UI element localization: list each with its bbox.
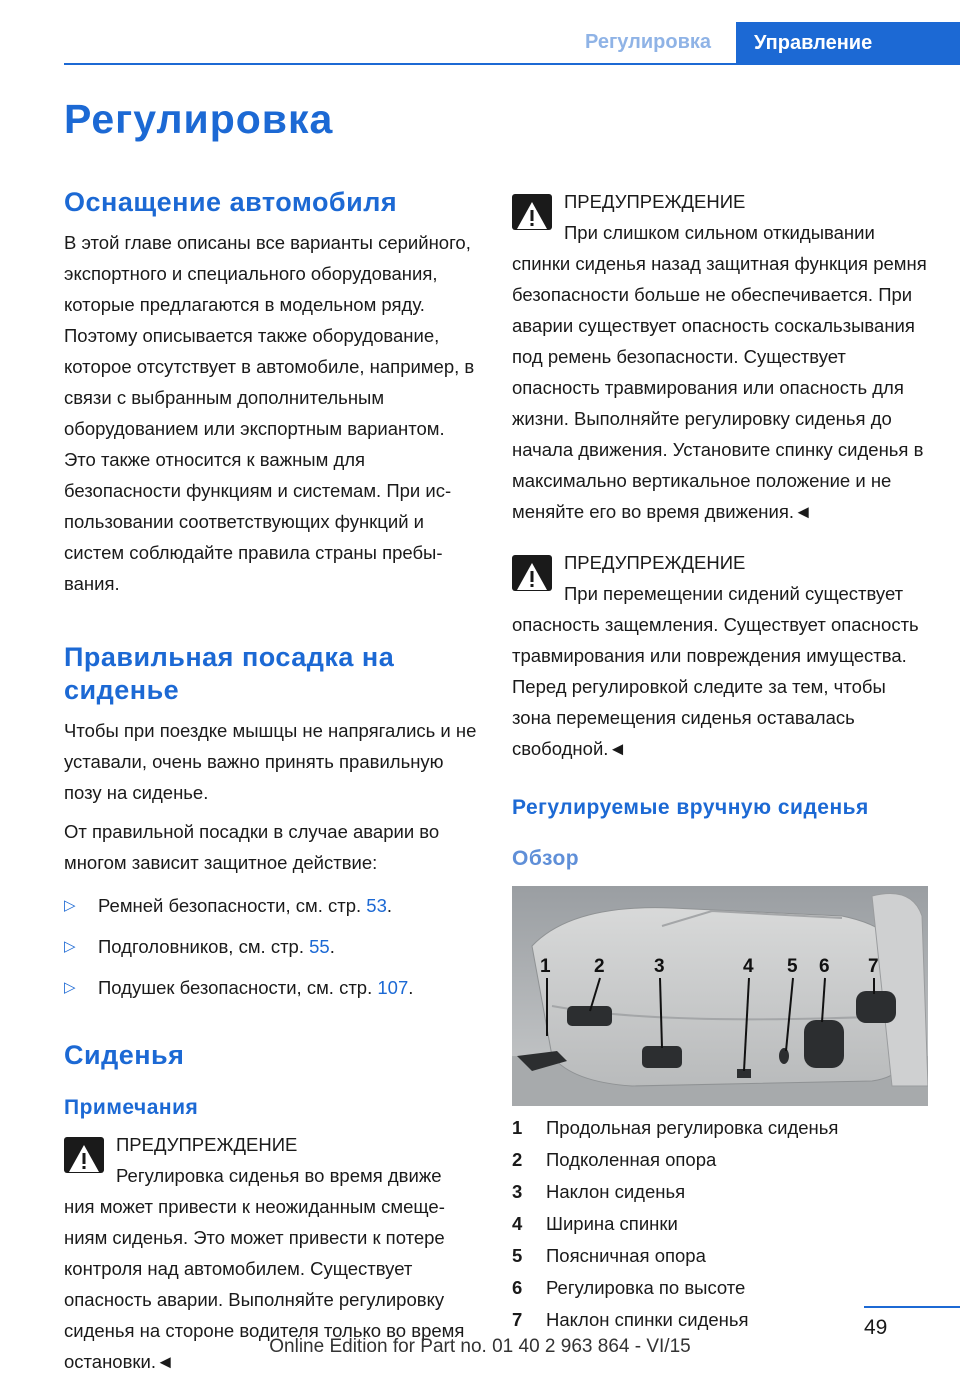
- seats-heading: Сиденья: [64, 1040, 185, 1070]
- posture-text-1: Чтобы при поездке мышцы не напрягались и не уставали, очень важно принять правильную позу на сиденье.: [64, 720, 477, 803]
- list-item: ▷ Подушек безопасности, см. стр. 107.: [64, 972, 480, 1003]
- page-link[interactable]: 53: [366, 895, 387, 916]
- image-callout: 6: [819, 956, 830, 977]
- manual-seats-heading: Регулируемые вручную сиденья: [512, 796, 869, 819]
- image-callout: 1: [540, 956, 551, 977]
- warning-triangle-icon: [64, 1137, 104, 1173]
- legend-item: 6 Регулировка по высоте: [512, 1277, 746, 1298]
- bullet-triangle-icon: ▷: [64, 897, 76, 914]
- legend-item: 1 Продольная регулировка сиденья: [512, 1117, 839, 1138]
- seat-controls-legend: [512, 1112, 928, 1336]
- seat-controls-image: [512, 886, 928, 1106]
- image-callout: 7: [868, 956, 879, 977]
- page-number-rule: [864, 1306, 960, 1308]
- legend-item: 5 Поясничная опора: [512, 1245, 706, 1266]
- warning-text-first: При перемещении сидений существует: [564, 583, 904, 604]
- warning-text: опасность защемления. Существует опасность травмирования или повреждения имущества. Перед регулировкой следите за тем, чтобы зона перемещения сиденья оставалась свободной.◄: [512, 614, 919, 759]
- image-callout: 5: [787, 956, 798, 977]
- image-callout: 2: [594, 956, 605, 977]
- warning-block: [512, 547, 928, 764]
- list-item: ▷ Подголовников, см. стр. 55.: [64, 931, 480, 962]
- legend-item: 4 Ширина спинки: [512, 1213, 678, 1234]
- footer-edition: Online Edition for Part no. 01 40 2 963 864 - VI/15: [269, 1336, 691, 1357]
- page-title: Регулировка: [64, 96, 334, 142]
- warning-text-first: При слишком сильном откидывании: [564, 222, 875, 243]
- overview-heading: Обзор: [512, 847, 580, 870]
- legend-item: 7 Наклон спинки сиденья: [512, 1309, 749, 1330]
- list-item: ▷ Ремней безопасности, см. стр. 53.: [64, 890, 480, 921]
- image-callout: 3: [654, 956, 665, 977]
- header-section-label: Регулировка: [584, 31, 711, 53]
- legend-item: 2 Подколенная опора: [512, 1149, 717, 1170]
- warning-title: ПРЕДУПРЕЖДЕНИЕ: [116, 1134, 298, 1155]
- warning-title: ПРЕДУПРЕЖДЕНИЕ: [564, 552, 746, 573]
- bullet-triangle-icon: ▷: [64, 938, 76, 955]
- notes-heading: Примечания: [64, 1096, 199, 1119]
- header-rule: [64, 63, 960, 65]
- legend-item: 3 Наклон сиденья: [512, 1181, 686, 1202]
- warning-block: [512, 186, 928, 527]
- page-link[interactable]: 55: [309, 936, 330, 957]
- warning-title: ПРЕДУПРЕЖДЕНИЕ: [564, 191, 746, 212]
- left-column: [64, 186, 480, 1377]
- warning-triangle-icon: [512, 555, 552, 591]
- protection-list: [64, 890, 480, 1003]
- equipment-heading: Оснащение автомобиля: [64, 187, 398, 217]
- warning-text: спинки сиденья назад защитная функция ремня безопасности больше не обеспечивается. При аварии существует опасность соскальзывания под ремень безопасности. Существует опасность травмирования или опасность для жизни. Выполняйте регулировку сиденья до начала движения. Установите спинку сиденья в максимально вертикальное положение и не меняйте его во время движения.◄: [512, 253, 927, 522]
- warning-text-first: Регулировка сиденья во время движе: [116, 1165, 442, 1186]
- posture-text-2: От правильной посадки в случае аварии во многом зависит защитное действие:: [64, 821, 440, 873]
- bullet-triangle-icon: ▷: [64, 979, 76, 996]
- posture-heading: Правильная посадка на сиденье: [64, 642, 395, 705]
- warning-text: ния может привести к неожиданным смещениям сиденья. Это может привести к потере контроля над автомобилем. Существует опасность аварии. Выполняйте регулировку сиденья на стороне водителя только во время остановки.◄: [64, 1196, 465, 1372]
- image-callout: 4: [743, 956, 754, 977]
- header-chapter-tab[interactable]: Управление: [736, 22, 960, 65]
- warning-triangle-icon: [512, 194, 552, 230]
- right-column: [512, 186, 928, 1336]
- equipment-text: В этой главе описаны все варианты серийного, экспортного и специального оборудования, которые предлагаются в модельном ряду. Поэтому описывается также оборудование, которое отсутствует в автомобиле, например, в связи с выбранным дополнительным оборудованием или экспортным вариантом. Это также относится к важным для безопасности функциям и системам. При использовании соответствующих функций и систем соблюдайте правила страны пребывания.: [64, 232, 475, 594]
- page-number: 49: [864, 1316, 888, 1339]
- page-link[interactable]: 107: [377, 977, 409, 998]
